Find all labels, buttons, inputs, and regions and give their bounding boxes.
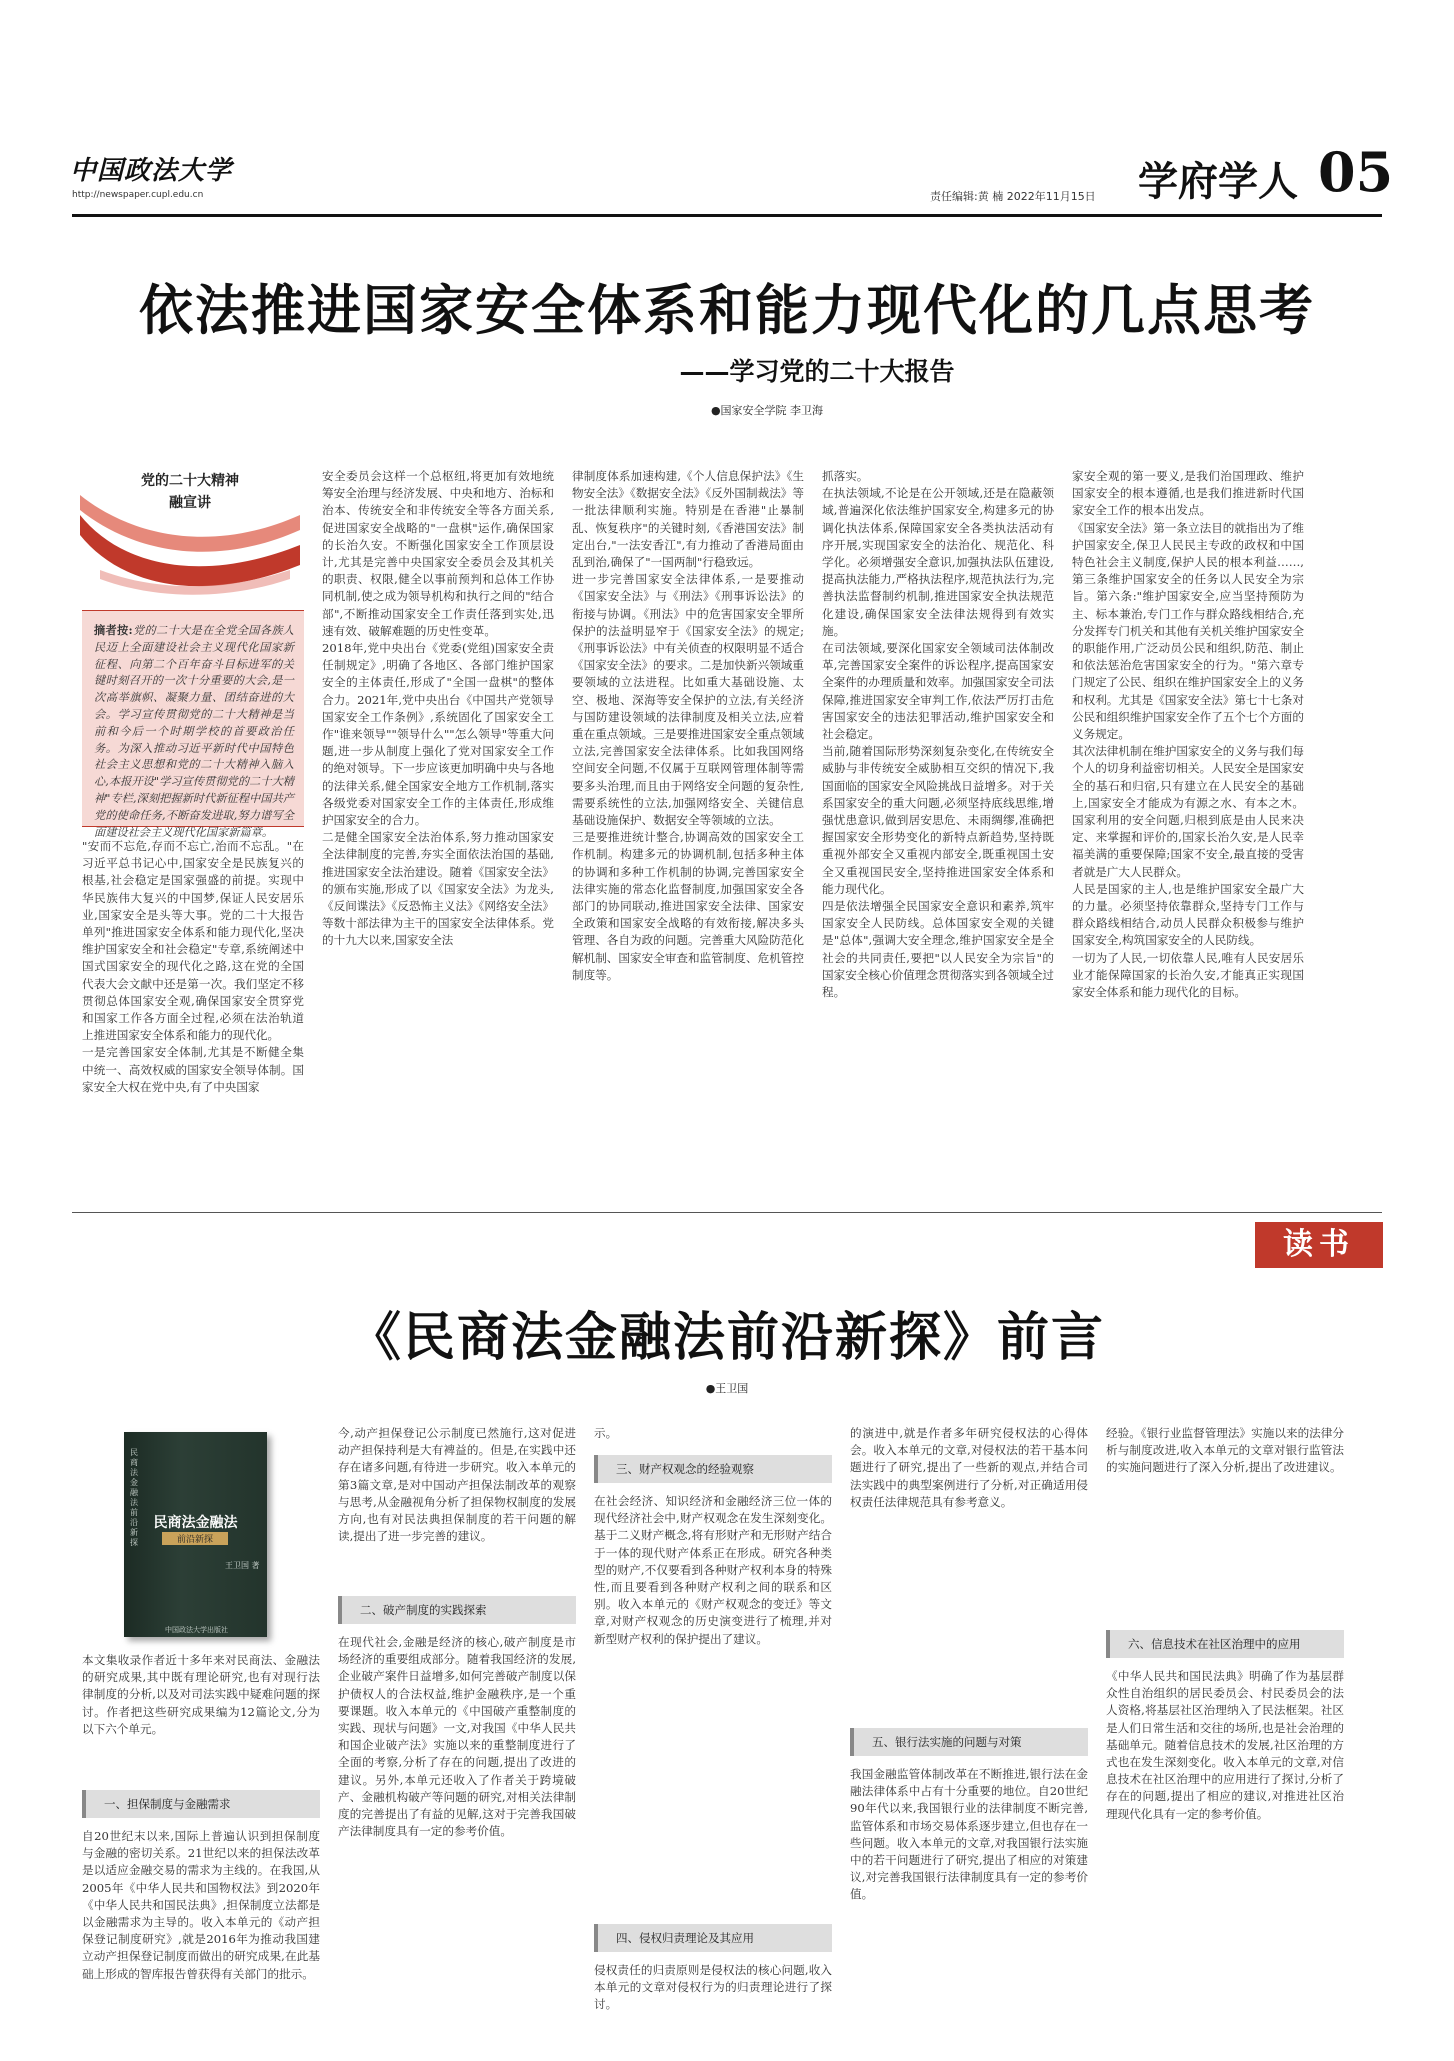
article1-subtitle: ——学习党的二十大报告 — [679, 357, 955, 386]
newspaper-url: http://newspaper.cupl.edu.cn — [72, 190, 204, 200]
article1-column-2: 安全委员会这样一个总枢纽,将更加有效地统筹安全治理与经济发展、中央和地方、治标和治本、传统安全和非传统安全等各方面关系,促进国家安全战略的"一盘棋"运作,确保国家的长治久安。不断强化国家安全工作顶层设计,尤其是完善中央国家安全委员会及其机关的职责、权限,健全以事前预判和总体工作协同机制,使之成为领导机构和执行之间的"结合部",不断推动国家安全工作责任落到实处,迅速有效、破解难题的历史性变革。 2018年,党中央出台《党委(党组)国家安全责任制规定》,明确了各地区、各部门维护国家安全的主体责任,形成了"全国一盘棋"的整体合力。2021年,党中央出台《中国共产党领导国家安全工作条例》,系统固化了国家安全工作"谁来领导""领导什么""怎么领导"等重大问题,进一步从制度上强化了党对国家安全工作的绝对领导。下一步应该更加明确中央与各地的法律关系,健全国家安全地方工作机制,落实各级党委对国家安全工作的主体责任,形成维护国家安全的合力。 二是健全国家安全法治体系,努力推动国家安全法律制度的完善,夯实全面依法治国的基础,推进国家安全法治建设。随着《国家安全法》的颁布实施,形成了以《国家安全法》为龙头,《反间谍法》《反恐怖主义法》《网络安全法》等数十部法律为主干的国家安全法律体系。党的十九大以来,国家安全法 — [322, 469, 554, 948]
article1-column-1: "安而不忘危,存而不忘亡,治而不忘乱。"在习近平总书记心中,国家安全是民族复兴的根基,社会稳定是国家强盛的前提。实现中华民族伟大复兴的中国梦,保证人民安居乐业,国家安全是头等大事。党的二十大报告单列"推进国家安全体系和能力现代化,坚决维护国家安全和社会稳定"专章,系统阐述中国式国家安全的现代化之路,这在党的全国代表大会文献中还是第一次。我们坚定不移贯彻总体国家安全观,确保国家安全贯穿党和国家工作各方面全过程,必须在法治轨道上推进国家安全体系和能力的现代化。 一是完善国家安全体制,尤其是不断健全集中统一、高效权威的国家安全领导体制。国家安全大权在党中央,有了中央国家 — [82, 839, 304, 1094]
section-name: 学府学人 — [1138, 158, 1298, 205]
book-spine-text: 民商法金融法前沿新探 — [130, 1448, 138, 1547]
article2-column-1: 本文集收录作者近十多年来对民商法、金融法的研究成果,其中既有理论研究,也有对现行法律制度的分析,以及对司法实践中疑难问题的探讨。作者把这些研究成果编为12篇论文,分为以下六个单元。 — [82, 1653, 320, 1736]
article2-byline: ●王卫国 — [705, 1382, 749, 1395]
section-heading-5: 五、银行法实施的问题与对策 — [850, 1728, 1088, 1756]
article2-column-4b: 我国金融监管体制改革在不断推进,银行法在金融法律体系中占有十分重要的地位。自20世纪90年代以来,我国银行业的法律制度不断完善,监管体系和市场交易体系逐步建立,但也存在一些问题。收入本单元的文章,对我国银行法实施中的若干问题进行了研究,提出了相应的对策建议,对完善我国银行法律制度具有一定的参考价值。 — [850, 1767, 1088, 1902]
article2-column-5b: 《中华人民共和国民法典》明确了作为基层群众性自治组织的居民委员会、村民委员会的法人资格,将基层社区治理纳入了民法框架。社区是人们日常生活和交往的场所,也是社会治理的基础单元。随着信息技术的发展,社区治理的方式也在发生深刻变化。收入本单元的文章,对信息技术在社区治理中的应用进行了探讨,分析了存在的问题,提出了相应的建议,对推进社区治理现代化具有一定的参考价值。 — [1106, 1669, 1344, 1821]
section-divider — [72, 1212, 1382, 1213]
article2-column-3b: 在社会经济、知识经济和金融经济三位一体的现代经济社会中,财产权观念在发生深刻变化。基于二义财产概念,将有形财产和无形财产结合于一体的现代财产体系正在形成。研究各种类型的财产,不仅要看到各种财产权利本身的特殊性,而且要看到各种财产权利之间的联系和区别。收入本单元的《财产权观念的变迁》等文章,对财产权观念的历史演变进行了梳理,并对新型财产权利的保护提出了建议。 — [594, 1494, 832, 1646]
book-title: 民商法金融法 — [153, 1515, 238, 1531]
article2-title: 《民商法金融法前沿新探》前言 — [348, 1307, 1105, 1368]
reading-tag: 读书 — [1255, 1222, 1383, 1268]
article2-column-5: 经验。《银行业监督管理法》实施以来的法律分析与制度改进,收入本单元的文章对银行监管法的实施问题进行了深入分析,提出了改进建议。 — [1106, 1426, 1344, 1475]
article1-byline: ●国家安全学院 李卫海 — [710, 404, 824, 417]
column-banner: 党的二十大精神 融宣讲 — [141, 473, 239, 511]
masthead-rule — [72, 214, 1382, 217]
article2-column-4: 的演进中,就是作者多年研究侵权法的心得体会。收入本单元的文章,对侵权法的若干基本问题进行了研究,提出了一些新的观点,并结合司法实践中的典型案例进行了分析,对正确适用侵权责任法律规范具有参考意义。 — [850, 1426, 1088, 1509]
section-heading-3: 三、财产权观念的经验观察 — [594, 1455, 832, 1483]
article2-column-1b: 自20世纪末以来,国际上普遍认识到担保制度与金融的密切关系。21世纪以来的担保法改革是以适应金融交易的需求为主线的。在我国,从2005年《中华人民共和国物权法》到2020年《中华人民共和国民法典》,担保制度立法都是以金融需求为主导的。收入本单元的《动产担保登记制度研究》,就是2016年为推动我国建立动产担保登记制度而做出的研究成果,在此基础上形成的智库报告曾获得有关部门的批示。 — [82, 1829, 320, 1981]
book-author: 王卫国 著 — [225, 1561, 260, 1570]
section-heading-4: 四、侵权归责理论及其应用 — [594, 1924, 832, 1952]
book-publisher: 中国政法大学出版社 — [165, 1626, 228, 1634]
article1-column-4: 抓落实。 在执法领域,不论是在公开领域,还是在隐蔽领域,普遍深化依法维护国家安全,构建多元的协调化执法体系,保障国家安全各类执法活动有序开展,实现国家安全的法治化、规范化、科学化。必须增强安全意识,加强执法队伍建设,提高执法能力,严格执法程序,规范执法行为,完善执法监督制约机制,推进国家安全执法规范化建设,确保国家安全法律法规得到有效实施。 在司法领域,要深化国家安全领域司法体制改革,完善国家安全案件的诉讼程序,提高国家安全案件的办理质量和效率。加强国家安全司法保障,推进国家安全审判工作,依法严厉打击危害国家安全的违法犯罪活动,维护国家安全和社会稳定。 当前,随着国际形势深刻复杂变化,在传统安全威胁与非传统安全威胁相互交织的情况下,我国面临的国家安全风险挑战日益增多。对于关系国家安全的重大问题,必须坚持底线思维,增强忧患意识,做到居安思危、未雨绸缪,准确把握国家安全形势变化的新特点新趋势,坚持既重视外部安全又重视内部安全,既重视国土安全又重视国民安全,坚持推进国家安全体系和能力现代化。 四是依法增强全民国家安全意识和素养,筑牢国家安全人民防线。总体国家安全观的关键是"总体",强调大安全理念,维护国家安全是全社会的共同责任,要把"以人民安全为宗旨"的国家安全核心价值理念贯彻落实到各领域全过程。 — [822, 469, 1054, 1000]
article2-column-2: 今,动产担保登记公示制度已然施行,这对促进动产担保持利是大有裨益的。但是,在实践中还存在诸多问题,有待进一步研究。收入本单元的第3篇文章,是对中国动产担保法制改革的观察与思考,从金融视角分析了担保物权制度的发展方向,也有对民法典担保制度的若干问题的解读,提出了进一步完善的建议。 — [338, 1426, 576, 1544]
article1-title: 依法推进国家安全体系和能力现代化的几点思考 — [139, 278, 1315, 342]
newspaper-logo: 中国政法大学 — [70, 156, 233, 186]
abstract-text — [94, 622, 294, 841]
abstract-label: 摘者按: — [94, 623, 133, 637]
article1-column-5: 家安全观的第一要义,是我们治国理政、维护国家安全的根本遵循,也是我们推进新时代国家安全工作的根本出发点。 《国家安全法》第一条立法目的就指出为了维护国家安全,保卫人民民主专政的政权和中国特色社会主义制度,保护人民的根本利益……,第三条维护国家安全的任务以人民安全为宗旨。第六条:"维护国家安全,应当坚持预防为主、标本兼治,专门工作与群众路线相结合,充分发挥专门机关和其他有关机关维护国家安全的职能作用,广泛动员公民和组织,防范、制止和依法惩治危害国家安全的行为。"第六章专门规定了公民、组织在维护国家安全上的义务和权利。尤其是《国家安全法》第七十七条对公民和组织维护国家安全作了五个七个方面的义务规定。 其次法律机制在维护国家安全的义务与我们每个人的切身利益密切相关。人民安全是国家安全的基石和归宿,只有建立在人民安全的基础上,国家安全才能成为有源之水、有本之木。国家利用的安全问题,归根到底是由人民来决定、来掌握和评价的,国家长治久安,是人民幸福美满的重要保障;国家不安全,最直接的受害者就是广大人民群众。 人民是国家的主人,也是维护国家安全最广大的力量。必须坚持依靠群众,坚持专门工作与群众路线相结合,动员人民群众积极参与维护国家安全,构筑国家安全的人民防线。 一切为了人民,一切依靠人民,唯有人民安居乐业才能保障国家的长治久安,才能真正实现国家安全体系和能力现代化的目标。 — [1072, 469, 1304, 1000]
article2-column-3c: 侵权责任的归责原则是侵权法的核心问题,收入本单元的文章对侵权行为的归责理论进行了探讨。 — [594, 1963, 832, 2012]
book-subtitle: 前沿新探 — [162, 1532, 228, 1545]
article2-column-2b: 在现代社会,金融是经济的核心,破产制度是市场经济的重要组成部分。随着我国经济的发展,企业破产案件日益增多,如何完善破产制度以保护债权人的合法权益,维护金融秩序,是一个重要课题。收入本单元的《中国破产重整制度的实践、现状与问题》一文,对我国《中华人民共和国企业破产法》实施以来的重整制度进行了全面的考察,分析了存在的问题,提出了改进的建议。另外,本单元还收入了作者关于跨境破产、金融机构破产等问题的研究,对相关法律制度的完善提出了有益的见解,这对于完善我国破产法律制度具有一定的参考价值。 — [338, 1635, 576, 1839]
section-heading-1: 一、担保制度与金融需求 — [82, 1790, 320, 1818]
article2-column-3: 示。 — [594, 1426, 618, 1440]
page-number: 05 — [1318, 140, 1394, 204]
section-heading-6: 六、信息技术在社区治理中的应用 — [1106, 1630, 1344, 1658]
editor-date: 责任编辑:黄 楠 2022年11月15日 — [930, 190, 1096, 203]
section-heading-2: 二、破产制度的实践探索 — [338, 1596, 576, 1624]
abstract-body: 党的二十大是在全党全国各族人民迈上全面建设社会主义现代化国家新征程、向第二个百年奋斗目标进军的关键时刻召开的一次十分重要的大会,是一次高举旗帜、凝聚力量、团结奋进的大会。学习宣传贯彻党的二十大精神是当前和今后一个时期学校的首要政治任务。为深入推动习近平新时代中国特色社会主义思想和党的二十大精神入脑入心,本报开设"学习宣传贯彻党的二十大精神"专栏,深刻把握新时代新征程中国共产党的使命任务,不断奋发进取,努力谱写全面建设社会主义现代化国家新篇章。 — [94, 624, 294, 839]
article1-column-3: 律制度体系加速构建,《个人信息保护法》《生物安全法》《数据安全法》《反外国制裁法》等一批法律顺利实施。特别是在香港"止暴制乱、恢复秩序"的关键时刻,《香港国安法》制定出台,"一法安香江",有力推动了香港局面由乱到治,确保了"一国两制"行稳致远。 进一步完善国家安全法律体系,一是要推动《国家安全法》与《刑法》《刑事诉讼法》的衔接与协调。《刑法》中的危害国家安全罪所保护的法益明显窄于《国家安全法》的规定;《刑事诉讼法》中有关侦查的权限明显不适合《国家安全法》的要求。二是加快新兴领域重要领域的立法进程。比如重大基础设施、太空、极地、深海等安全保护的立法,有关经济与国防建设领域的法律制度及相关立法,应着重在重点领域。三是要推进国家安全重点领域立法,完善国家安全法律体系。比如我国网络空间安全问题,不仅属于互联网管理体制等需要多头治理,而且由于网络安全问题的复杂性,需要系统性的立法,加强网络安全、关键信息基础设施保护、数据安全等领域的立法。 三是要推进统计整合,协调高效的国家安全工作机制。构建多元的协调机制,包括多种主体的协调和多种工作机制的协调,完善国家安全法律实施的常态化监督制度,加强国家安全各部门的协同联动,推进国家安全法律、国家安全政策和国家安全战略的有效衔接,解决多头管理、各自为政的问题。完善重大风险防范化解机制、国家安全审查和监管制度、危机管控制度等。 — [572, 469, 804, 982]
